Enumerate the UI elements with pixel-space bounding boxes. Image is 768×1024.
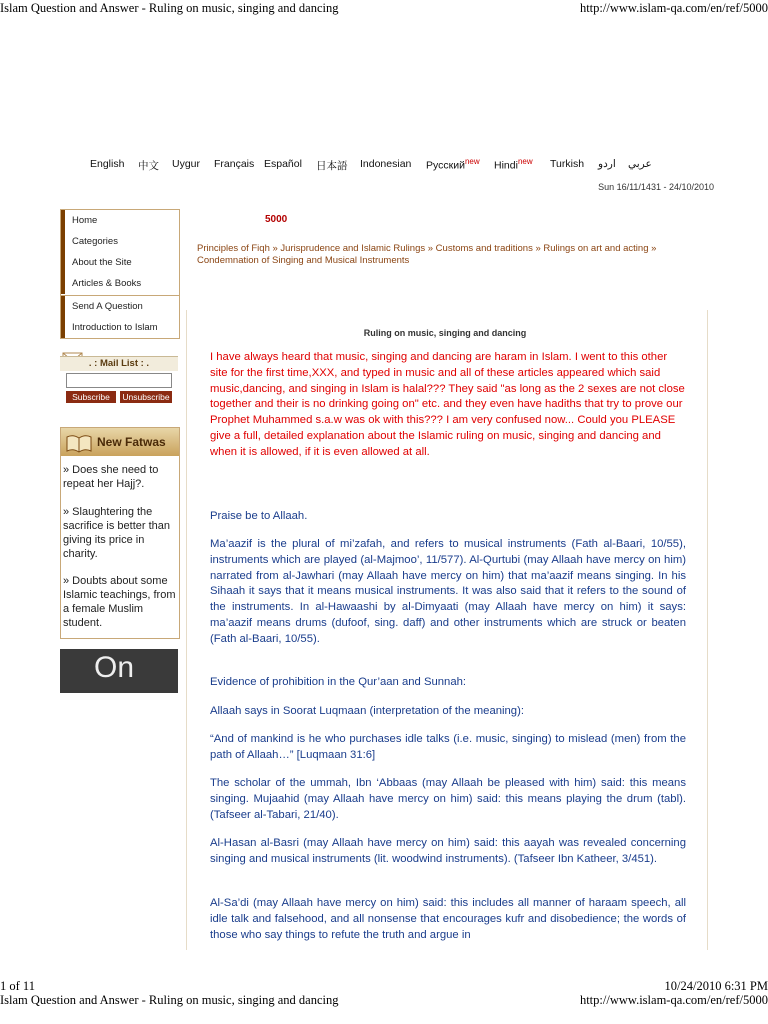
- language-link-arabic[interactable]: [628, 158, 652, 170]
- date-display: Sun 16/11/1431 - 24/10/2010: [598, 182, 714, 192]
- menu-item-intro-islam[interactable]: Introduction to Islam: [61, 317, 179, 338]
- answer-quote: “And of mankind is he who purchases idle talks (i.e. music, singing) to mislead (men) from the path of Allaah…” [Luqmaan 31:6]: [210, 733, 686, 761]
- book-icon: [66, 433, 92, 453]
- question-title: Ruling on music, singing and dancing: [363, 328, 527, 338]
- language-label: 中文: [138, 160, 159, 172]
- fatwa-link[interactable]: » Doubts about some Islamic teachings, from a female Muslim student.: [63, 575, 176, 629]
- print-header-title: Islam Question and Answer - Ruling on music, singing and dancing: [0, 1, 339, 15]
- promo-banner[interactable]: [60, 649, 178, 693]
- mail-list-title: . : Mail List : .: [60, 356, 178, 371]
- answer-paragraph: The scholar of the ummah, Ibn ‘Abbaas (may Allaah be pleased with him) said: this means singing. Mujaahid (may Allaah have mercy on him) said: this means playing the drum (tabl). (Tafseer al-Tabari, 21/40).: [210, 777, 686, 821]
- language-label: Turkish: [550, 158, 585, 170]
- answer-paragraph: Al-Hasan al-Basri (may Allaah have mercy on him) said: this aayah was revealed concerning singing and musical instruments (lit. woodwind instruments). (Tafseer Ibn Katheer, 3/451).: [210, 837, 686, 865]
- language-label: اردو: [598, 158, 616, 170]
- print-datetime: 10/24/2010 6:31 PM: [664, 979, 768, 993]
- subscribe-button[interactable]: Subscribe: [66, 391, 116, 403]
- language-link-urdu[interactable]: [598, 158, 616, 170]
- question-text: I have always heard that music, singing and dancing are haram in Islam. I went to this other site for the first time,XXX, and typed in music and all of these articles appeared which said music,dancing, and singing in Islam is halal??? They said "as long as the 2 sexes are not close together and their is no drinking going on" etc. and they even have hadiths that try to prove our Prophet Muhammed s.a.w was ok with this??? I am very confused now... Could you PLEASE give a full, detailed explanation about the Islamic ruling on music, singing and dancing and when it is allowed, if it is even allowed at all.: [210, 351, 685, 458]
- print-footer-title: Islam Question and Answer - Ruling on music, singing and dancing: [0, 993, 339, 1007]
- mail-list-box: [60, 348, 178, 408]
- new-fatwas-box: [60, 427, 180, 639]
- answer-paragraph: Evidence of prohibition in the Qur’aan and Sunnah:: [210, 676, 467, 688]
- fatwa-link[interactable]: » Slaughtering the sacrifice is better than giving its price in charity.: [63, 506, 170, 560]
- new-badge: new: [517, 157, 533, 166]
- answer-paragraph: Praise be to Allaah.: [210, 510, 308, 522]
- language-label: 日本語: [316, 160, 348, 172]
- language-link-turkish[interactable]: [550, 158, 584, 170]
- fatwa-link[interactable]: » Does she need to repeat her Hajj?.: [63, 464, 159, 490]
- language-label: English: [90, 158, 125, 170]
- language-link-french[interactable]: [214, 158, 254, 170]
- print-header-url: http://www.islam-qa.com/en/ref/5000: [579, 1, 768, 15]
- menu-item-categories[interactable]: Categories: [61, 231, 179, 252]
- language-label: عربي: [628, 158, 652, 170]
- sidebar-menu: [60, 209, 180, 339]
- language-link-chinese[interactable]: [138, 158, 159, 173]
- language-label: Français: [214, 158, 255, 170]
- new-badge: new: [464, 157, 480, 166]
- language-label: Español: [264, 158, 302, 170]
- menu-item-send-question[interactable]: Send A Question: [61, 296, 179, 317]
- question-number: 5000: [265, 214, 288, 225]
- new-fatwas-header: [61, 428, 179, 456]
- language-label: Indonesian: [360, 158, 412, 170]
- answer-paragraph: Ma’aazif is the plural of mi’zafah, and refers to musical instruments (Fath al-Baari, 10/55), instruments which are played (al-Majmoo’, 11/577). Al-Qurtubi (may Allaah have mercy on him) narrated from al-Jawhari (may Allaah have mercy on him) that ma’aazif means singing. In his Sihaah it says that it means musical instruments. It was also said that it refers to the sound of the instruments. In al-Hawaashi by al-Dimyaati (may Allaah have mercy on him) it says: ma’aazif means drums (dufoof, sing. daff) and other instruments which are struck or beaten (Fath al-Baari, 10/55).: [210, 538, 686, 645]
- page-count: 1 of 11: [0, 979, 35, 993]
- language-link-hindi[interactable]: [494, 157, 533, 172]
- language-link-spanish[interactable]: [264, 158, 302, 170]
- menu-item-articles-books[interactable]: Articles & Books: [61, 273, 179, 294]
- language-link-japanese[interactable]: [316, 158, 348, 173]
- language-label: Uygur: [172, 158, 201, 170]
- language-link-english[interactable]: [90, 158, 124, 170]
- menu-item-about[interactable]: About the Site: [61, 252, 179, 273]
- new-fatwas-title: New Fatwas: [97, 435, 166, 449]
- language-label: Русский: [426, 159, 465, 172]
- answer-paragraph: Al-Sa’di (may Allaah have mercy on him) said: this includes all manner of haraam speech, all idle talk and falsehood, and all nonsense that encourages kufr and disobedience; the words of those who say things to refute the truth and argue in: [210, 897, 686, 941]
- answer-paragraph: Allaah says in Soorat Luqmaan (interpretation of the meaning):: [210, 705, 524, 717]
- banner-text: On: [94, 651, 135, 684]
- language-link-indonesian[interactable]: [360, 158, 411, 170]
- breadcrumb[interactable]: Principles of Fiqh » Jurisprudence and Islamic Rulings » Customs and traditions » Rulings on art and acting » Condemnation of Singing and Musical Instruments: [197, 243, 657, 266]
- language-label: Hindi: [494, 159, 518, 172]
- language-bar: [90, 156, 690, 176]
- print-footer-url: http://www.islam-qa.com/en/ref/5000: [579, 993, 768, 1007]
- language-link-uygur[interactable]: [172, 158, 200, 170]
- mail-list-email-input[interactable]: [66, 373, 172, 388]
- menu-item-home[interactable]: Home: [61, 210, 179, 231]
- language-link-russian[interactable]: [426, 157, 480, 172]
- print-header: [0, 0, 768, 16]
- unsubscribe-button[interactable]: Unsubscribe: [120, 391, 172, 403]
